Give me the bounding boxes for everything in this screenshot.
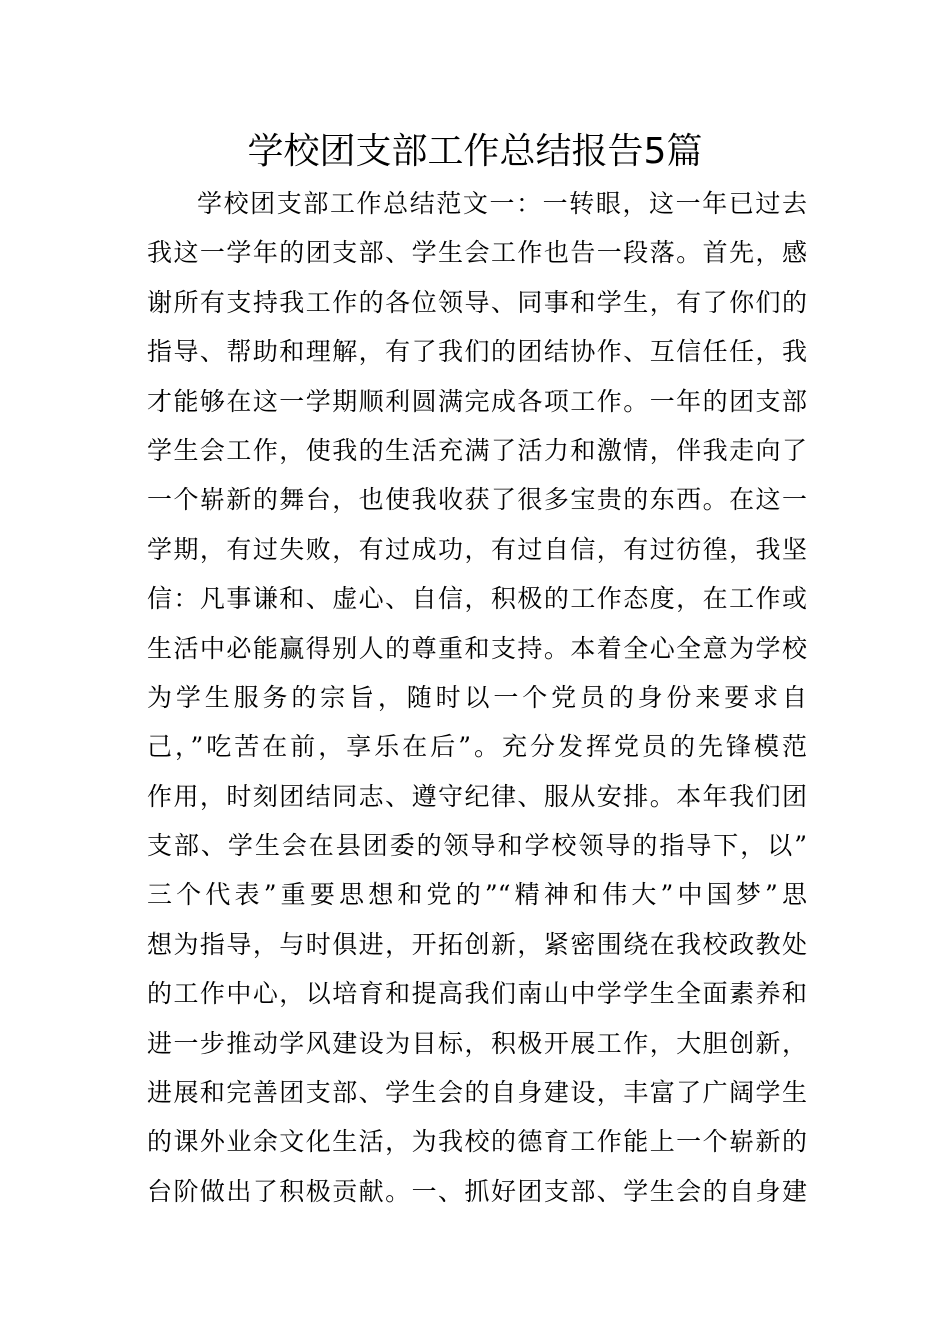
body-line: 谢所有支持我工作的各位领导、同事和学生，有了你们的 <box>147 287 807 317</box>
body-line: 台阶做出了积极贡献。一、抓好团支部、学生会的自身建 <box>147 1176 807 1206</box>
document-title: 学校团支部工作总结报告5篇 <box>247 131 703 172</box>
body-line: 信：凡事谦和、虚心、自信，积极的工作态度，在工作或 <box>147 584 807 614</box>
body-line: 进展和完善团支部、学生会的自身建设，丰富了广阔学生 <box>147 1078 807 1108</box>
body-line: 进一步推动学风建设为目标，积极开展工作，大胆创新， <box>147 1028 807 1058</box>
body-line: 支部、学生会在县团委的领导和学校领导的指导下，以” <box>147 831 807 861</box>
body-line: 为学生服务的宗旨，随时以一个党员的身份来要求自 <box>147 682 807 712</box>
body-line: 我这一学年的团支部、学生会工作也告一段落。首先，感 <box>147 238 807 268</box>
body-line: 学期，有过失败，有过成功，有过自信，有过彷徨，我坚 <box>147 534 807 564</box>
body-line: 指导、帮助和理解，有了我们的团结协作、互信任任，我 <box>147 337 807 367</box>
body-line: 作用，时刻团结同志、遵守纪律、服从安排。本年我们团 <box>147 781 807 811</box>
body-line: 学生会工作，使我的生活充满了活力和激情，伴我走向了 <box>147 435 807 465</box>
document-body <box>147 179 807 1216</box>
body-line: 生活中必能赢得别人的尊重和支持。本着全心全意为学校 <box>147 633 807 663</box>
body-line: 学校团支部工作总结范文一：一转眼，这一年已过去 <box>197 189 807 218</box>
body-line: 想为指导，与时俱进，开拓创新，紧密围绕在我校政教处 <box>147 929 807 959</box>
body-line: 才能够在这一学期顺利圆满完成各项工作。一年的团支部 <box>147 386 807 416</box>
body-line: 的课外业余文化生活，为我校的德育工作能上一个崭新的 <box>147 1127 807 1157</box>
body-line: 己，”吃苦在前，享乐在后”。充分发挥党员的先锋模范 <box>147 732 807 762</box>
body-line: 的工作中心，以培育和提高我们南山中学学生全面素养和 <box>147 979 807 1009</box>
body-line: 三个代表”重要思想和党的”“精神和伟大”中国梦”思 <box>147 880 807 910</box>
body-line: 一个崭新的舞台，也使我收获了很多宝贵的东西。在这一 <box>147 485 807 515</box>
